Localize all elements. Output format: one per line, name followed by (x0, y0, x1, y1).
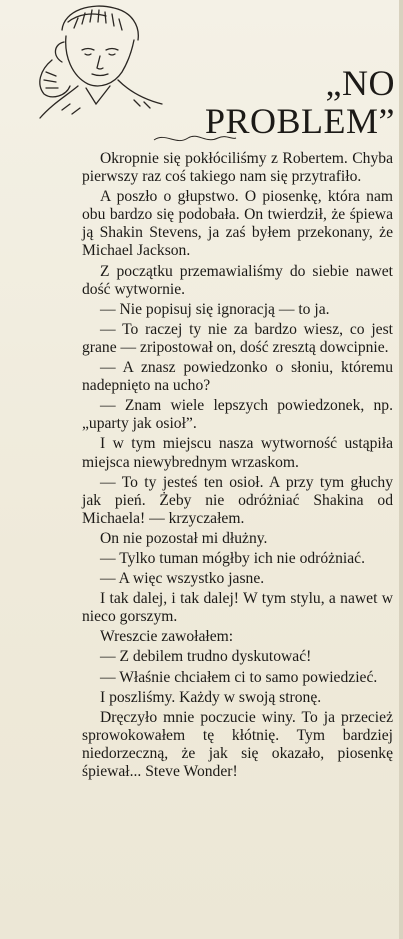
signature-flourish (150, 128, 240, 148)
paragraph: — Nie popisuj się ignoracją — to ja. (100, 300, 330, 318)
paragraph: — To ty jesteś ten osioł. A przy tym głuchy jak pień. Żeby nie odróżniać Shakina od Michaela! — krzyczałem. (82, 473, 393, 527)
paragraph: Wreszcie zawołałem: (100, 628, 234, 646)
paragraph: — Z debilem trudno dyskutować! (100, 648, 312, 666)
paragraph: On nie pozostał mi dłużny. (100, 529, 268, 547)
article-body (82, 150, 393, 783)
title-line-2: PROBLEM” (204, 101, 395, 141)
paragraph: — Znam wiele lepszych powiedzonek, np. „uparty jak osioł”. (82, 397, 393, 433)
paragraph: — A znasz powiedzonko o słoniu, któremu nadepnięto na ucho? (82, 359, 393, 395)
page-edge (399, 0, 403, 939)
paragraph: Z początku przemawialiśmy do siebie nawet dość wytwornie. (82, 262, 393, 298)
paragraph: I poszliśmy. Każdy w swoją stronę. (100, 688, 322, 706)
paragraph: I w tym miejscu nasza wytworność ustąpiła miejsca niewybrednym wrzaskom. (82, 435, 393, 471)
paragraph: — Tylko tuman mógłby ich nie odróżniać. (100, 549, 365, 567)
paragraph: — To raczej ty nie za bardzo wiesz, co jest grane — zripostował on, dość zresztą dowcipnie. (82, 320, 393, 356)
paragraph: A poszło o głupstwo. O piosenkę, która nam obu bardzo się podobała. On twierdził, że śpiewa ją Shakin Stevens, ja zaś byłem przekonany, że Michael Jackson. (82, 188, 393, 260)
paragraph: I tak dalej, i tak dalej! W tym stylu, a nawet w nieco gorszym. (82, 590, 393, 626)
title-line-1: „NO (325, 63, 395, 103)
paragraph: Okropnie się pokłóciliśmy z Robertem. Chyba pierwszy raz coś takiego nam się przytrafiło. (82, 150, 393, 186)
paragraph: Dręczyło mnie poczucie winy. To ja przecież sprowokowałem tę kłótnię. Tym bardziej niedorzeczną, że jak się okazało, piosenkę śpiewał... Steve Wonder! (82, 708, 393, 780)
paragraph: — A więc wszystko jasne. (100, 570, 265, 588)
paragraph: — Właśnie chciałem ci to samo powiedzieć. (100, 668, 378, 686)
